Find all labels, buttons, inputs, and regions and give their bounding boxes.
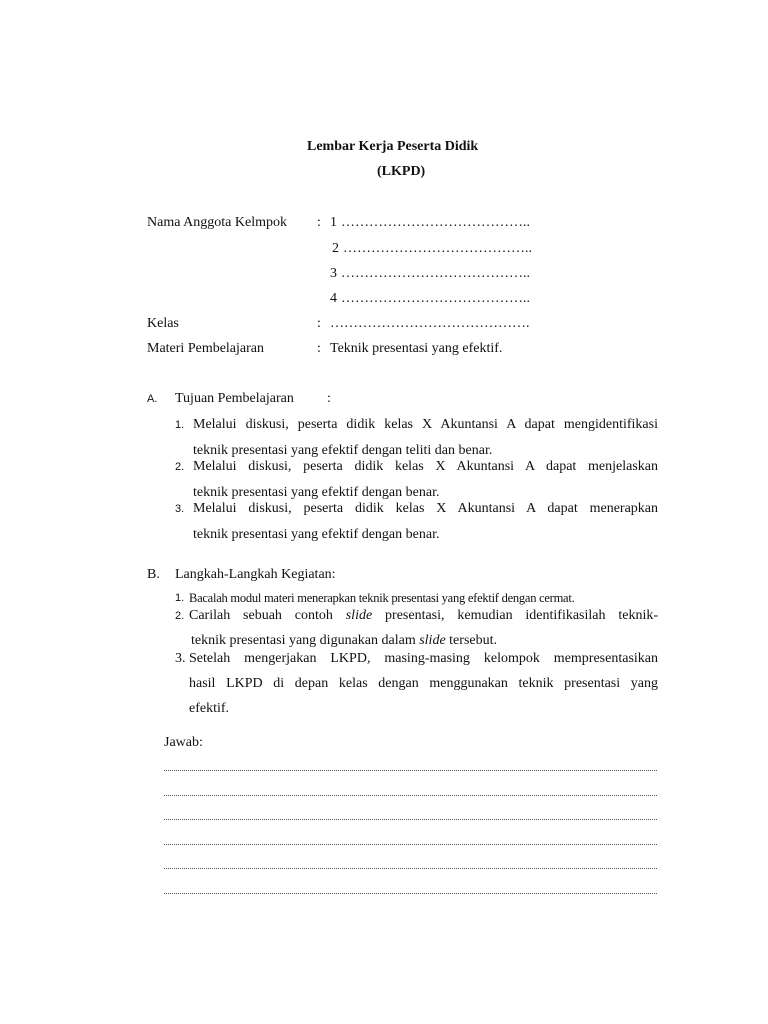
section-b-title: Langkah-Langkah Kegiatan: — [175, 567, 336, 582]
answer-line[interactable] — [164, 844, 657, 845]
document-subtitle: (LKPD) — [377, 164, 426, 179]
step-1-text: Bacalah modul materi menerapkan teknik presentasi yang efektif dengan cermat. — [189, 591, 575, 605]
step-3-line3: efektif. — [189, 701, 230, 716]
objective-3-line1: Melalui diskusi, peserta didik kelas X Akuntansi A dapat menerapkan — [193, 501, 658, 516]
objective-3-line2: teknik presentasi yang efektif dengan benar. — [193, 527, 440, 542]
class-dots[interactable]: ……………………………………. — [330, 316, 530, 331]
member-dots-4[interactable]: ………………………………….. — [341, 291, 530, 306]
step-3-line2: hasil LKPD di depan kelas dengan menggunakan teknik presentasi yang — [189, 676, 658, 691]
section-a-marker: A. — [147, 393, 158, 405]
answer-line[interactable] — [164, 795, 657, 796]
answer-line[interactable] — [164, 868, 657, 869]
objective-1-line2: teknik presentasi yang efektif dengan teliti dan benar. — [193, 443, 493, 458]
member-number-3: 3 — [330, 266, 337, 281]
group-members-colon: : — [317, 215, 321, 230]
class-label: Kelas — [147, 316, 179, 331]
member-number-4: 4 — [330, 291, 337, 306]
answer-line[interactable] — [164, 819, 657, 820]
member-dots-3[interactable]: ………………………………….. — [341, 266, 530, 281]
step-2-slide: slide — [345, 608, 373, 623]
topic-value: Teknik presentasi yang efektif. — [330, 341, 503, 356]
step-2-line2-post: tersebut. — [445, 633, 497, 648]
answer-label: Jawab: — [164, 735, 203, 750]
step-1-number: 1. — [175, 592, 185, 604]
step-3-line1: Setelah mengerjakan LKPD, masing-masing kelompok mempresentasikan — [189, 651, 658, 666]
objective-1-number: 1. — [175, 419, 185, 431]
objective-2-number: 2. — [175, 461, 185, 473]
document-title: Lembar Kerja Peserta Didik — [307, 139, 479, 154]
group-members-label: Nama Anggota Kelmpok — [147, 215, 287, 230]
class-colon: : — [317, 316, 321, 331]
step-2-line2-slide: slide — [419, 633, 446, 648]
objective-2-line1: Melalui diskusi, peserta didik kelas X Akuntansi A dapat menjelaskan — [193, 459, 658, 474]
step-3-number: 3. — [175, 651, 186, 666]
topic-label: Materi Pembelajaran — [147, 341, 265, 356]
step-2-line2-pre: teknik presentasi yang digunakan dalam — [191, 633, 420, 648]
answer-line[interactable] — [164, 893, 657, 894]
member-number-2: 2 — [332, 241, 339, 256]
section-a-colon: : — [327, 391, 331, 406]
objective-1-line1: Melalui diskusi, peserta didik kelas X Akuntansi A dapat mengidentifikasi — [193, 417, 658, 432]
step-2-line2 — [191, 632, 497, 650]
answer-line[interactable] — [164, 770, 657, 771]
step-2-number: 2. — [175, 610, 185, 622]
member-number-1: 1 — [330, 215, 337, 230]
member-dots-2[interactable]: ………………………………….. — [343, 241, 532, 256]
objective-2-line2: teknik presentasi yang efektif dengan benar. — [193, 485, 440, 500]
section-a-title: Tujuan Pembelajaran — [175, 391, 294, 406]
step-2-pre: Carilah sebuah contoh — [189, 608, 346, 623]
section-b-marker: B. — [147, 567, 160, 582]
objective-3-number: 3. — [175, 503, 185, 515]
topic-colon: : — [317, 341, 321, 356]
step-2-post: presentasi, kemudian identifikasilah teknik- — [372, 608, 659, 623]
member-dots-1[interactable]: ………………………………….. — [341, 215, 530, 230]
step-2-line1 — [189, 607, 658, 625]
